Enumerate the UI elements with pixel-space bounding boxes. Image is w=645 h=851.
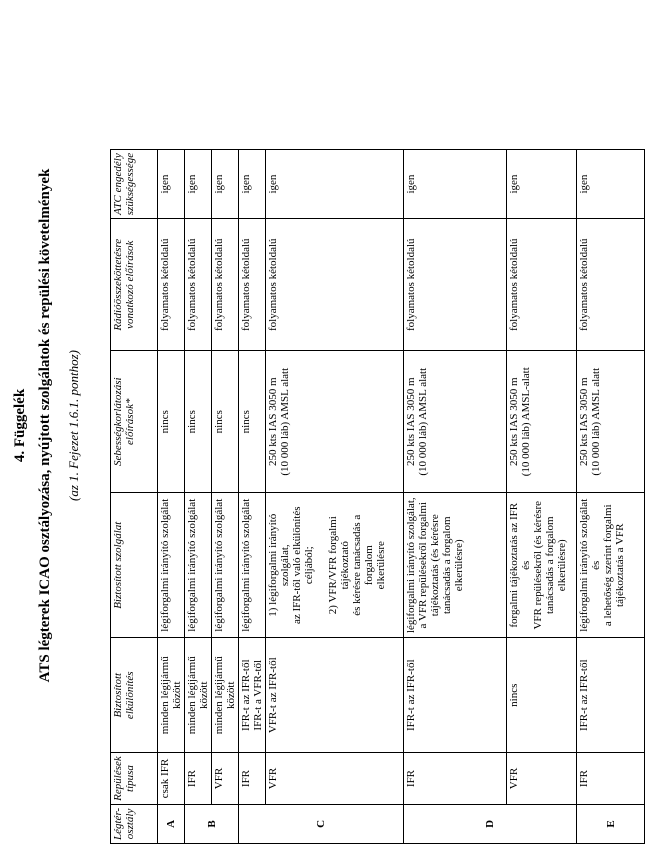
column-header: ATC engedély szükségessége [111,149,158,218]
column-header: Biztosított szolgálat [111,493,158,638]
speed-limit-cell: nincs [212,351,239,493]
airspace-class-cell: E [577,804,645,843]
speed-limit-cell: 250 kts IAS 3050 m (10 000 láb) AMSL-alatt [507,351,577,493]
clearance-cell: igen [404,149,507,218]
clearance-cell: igen [577,149,645,218]
service-cell: légiforgalmi irányító szolgálat [185,493,212,638]
radio-cell: folyamatos kétoldalú [507,219,577,351]
flight-type-cell: VFR [507,753,577,805]
speed-limit-cell: nincs [158,351,185,493]
table-row [212,149,239,843]
table-row [239,149,266,843]
separation-cell: minden légijármű között [185,638,212,753]
document-title: ATS légterek ICAO osztályozása, nyújtott szolgálatok és repülési követelmények [37,168,53,683]
column-header: Rádióösszeköttetésre vonatkozó előírások [111,219,158,351]
clearance-cell: igen [507,149,577,218]
clearance-cell: igen [239,149,266,218]
flight-type-cell: IFR [577,753,645,805]
clearance-cell: igen [158,149,185,218]
separation-cell: IFR-t az IFR-től [404,638,507,753]
radio-cell: folyamatos kétoldalú [185,219,212,351]
radio-cell: folyamatos kétoldalú [239,219,266,351]
table-row [185,149,212,843]
service-cell: légiforgalmi irányító szolgálat [239,493,266,638]
service-cell: légiforgalmi irányító szolgálat, a VFR repülésekről forgalmi tájékoztatás (és kérésre tanácsadás a forgalom elkerülésre) [404,493,507,638]
airspace-class-cell: D [404,804,577,843]
flight-type-cell: IFR [404,753,507,805]
separation-cell: minden légijármű között [212,638,239,753]
document-subtitle: (az 1. Fejezet 1.6.1. ponthoz) [66,350,81,501]
flight-type-cell: csak IFR [158,753,185,805]
table-header-row [111,149,158,843]
radio-cell: folyamatos kétoldalú [158,219,185,351]
column-header: Légtér- osztály [111,804,158,843]
separation-cell: minden légijármű között [158,638,185,753]
radio-cell: folyamatos kétoldalú [404,219,507,351]
service-cell: légiforgalmi irányító szolgálat és a lehetőség szerint forgalmi tájékoztatás a VFR [577,493,645,638]
airspace-class-cell: C [239,804,404,843]
service-cell: 1) légiforgalmi irányító szolgálat, az IFR-től való elkülönítés céljából; 2) VFR/VFR forgalmi tájékoztató és kérésre tanácsadás a forgalom elkerülésre [266,493,404,638]
column-header: Repülések típusa [111,753,158,805]
table-row [577,149,645,843]
column-header: Biztosított elkülönítés [111,638,158,753]
speed-limit-cell: nincs [239,351,266,493]
service-cell: forgalmi tájékoztatás az IFR és VFR repülésekről (és kérésre tanácsadás a forgalom elkerülésre) [507,493,577,638]
clearance-cell: igen [185,149,212,218]
separation-cell: IFR-t az IFR-től IFR-t a VFR-től [239,638,266,753]
speed-limit-cell: 250 kts IAS 3050 m (10 000 láb) AMSL alatt [404,351,507,493]
speed-limit-cell: 250 kts IAS 3050 m (10 000 láb) AMSL alatt [577,351,645,493]
radio-cell: folyamatos kétoldalú [212,219,239,351]
radio-cell: folyamatos kétoldalú [577,219,645,351]
clearance-cell: igen [212,149,239,218]
table-row [266,149,404,843]
appendix-title: 4. Függelék [12,388,28,463]
airspace-class-cell: A [158,804,185,843]
service-cell: légiforgalmi irányító szolgálat [158,493,185,638]
speed-limit-cell: nincs [185,351,212,493]
flight-type-cell: IFR [239,753,266,805]
column-header: Sebességkorlátozási előírások* [111,351,158,493]
flight-type-cell: IFR [185,753,212,805]
flight-type-cell: VFR [212,753,239,805]
table-row [404,149,507,843]
airspace-class-cell: B [185,804,239,843]
table-row [507,149,577,843]
speed-limit-cell: 250 kts IAS 3050 m (10 000 láb) AMSL alatt [266,351,404,493]
separation-cell: VFR-t az IFR-től [266,638,404,753]
radio-cell: folyamatos kétoldalú [266,219,404,351]
flight-type-cell: VFR [266,753,404,805]
separation-cell: IFR-t az IFR-től [577,638,645,753]
airspace-classes-table [110,149,645,844]
separation-cell: nincs [507,638,577,753]
clearance-cell: igen [266,149,404,218]
table-row [158,149,185,843]
service-cell: légiforgalmi irányító szolgálat [212,493,239,638]
